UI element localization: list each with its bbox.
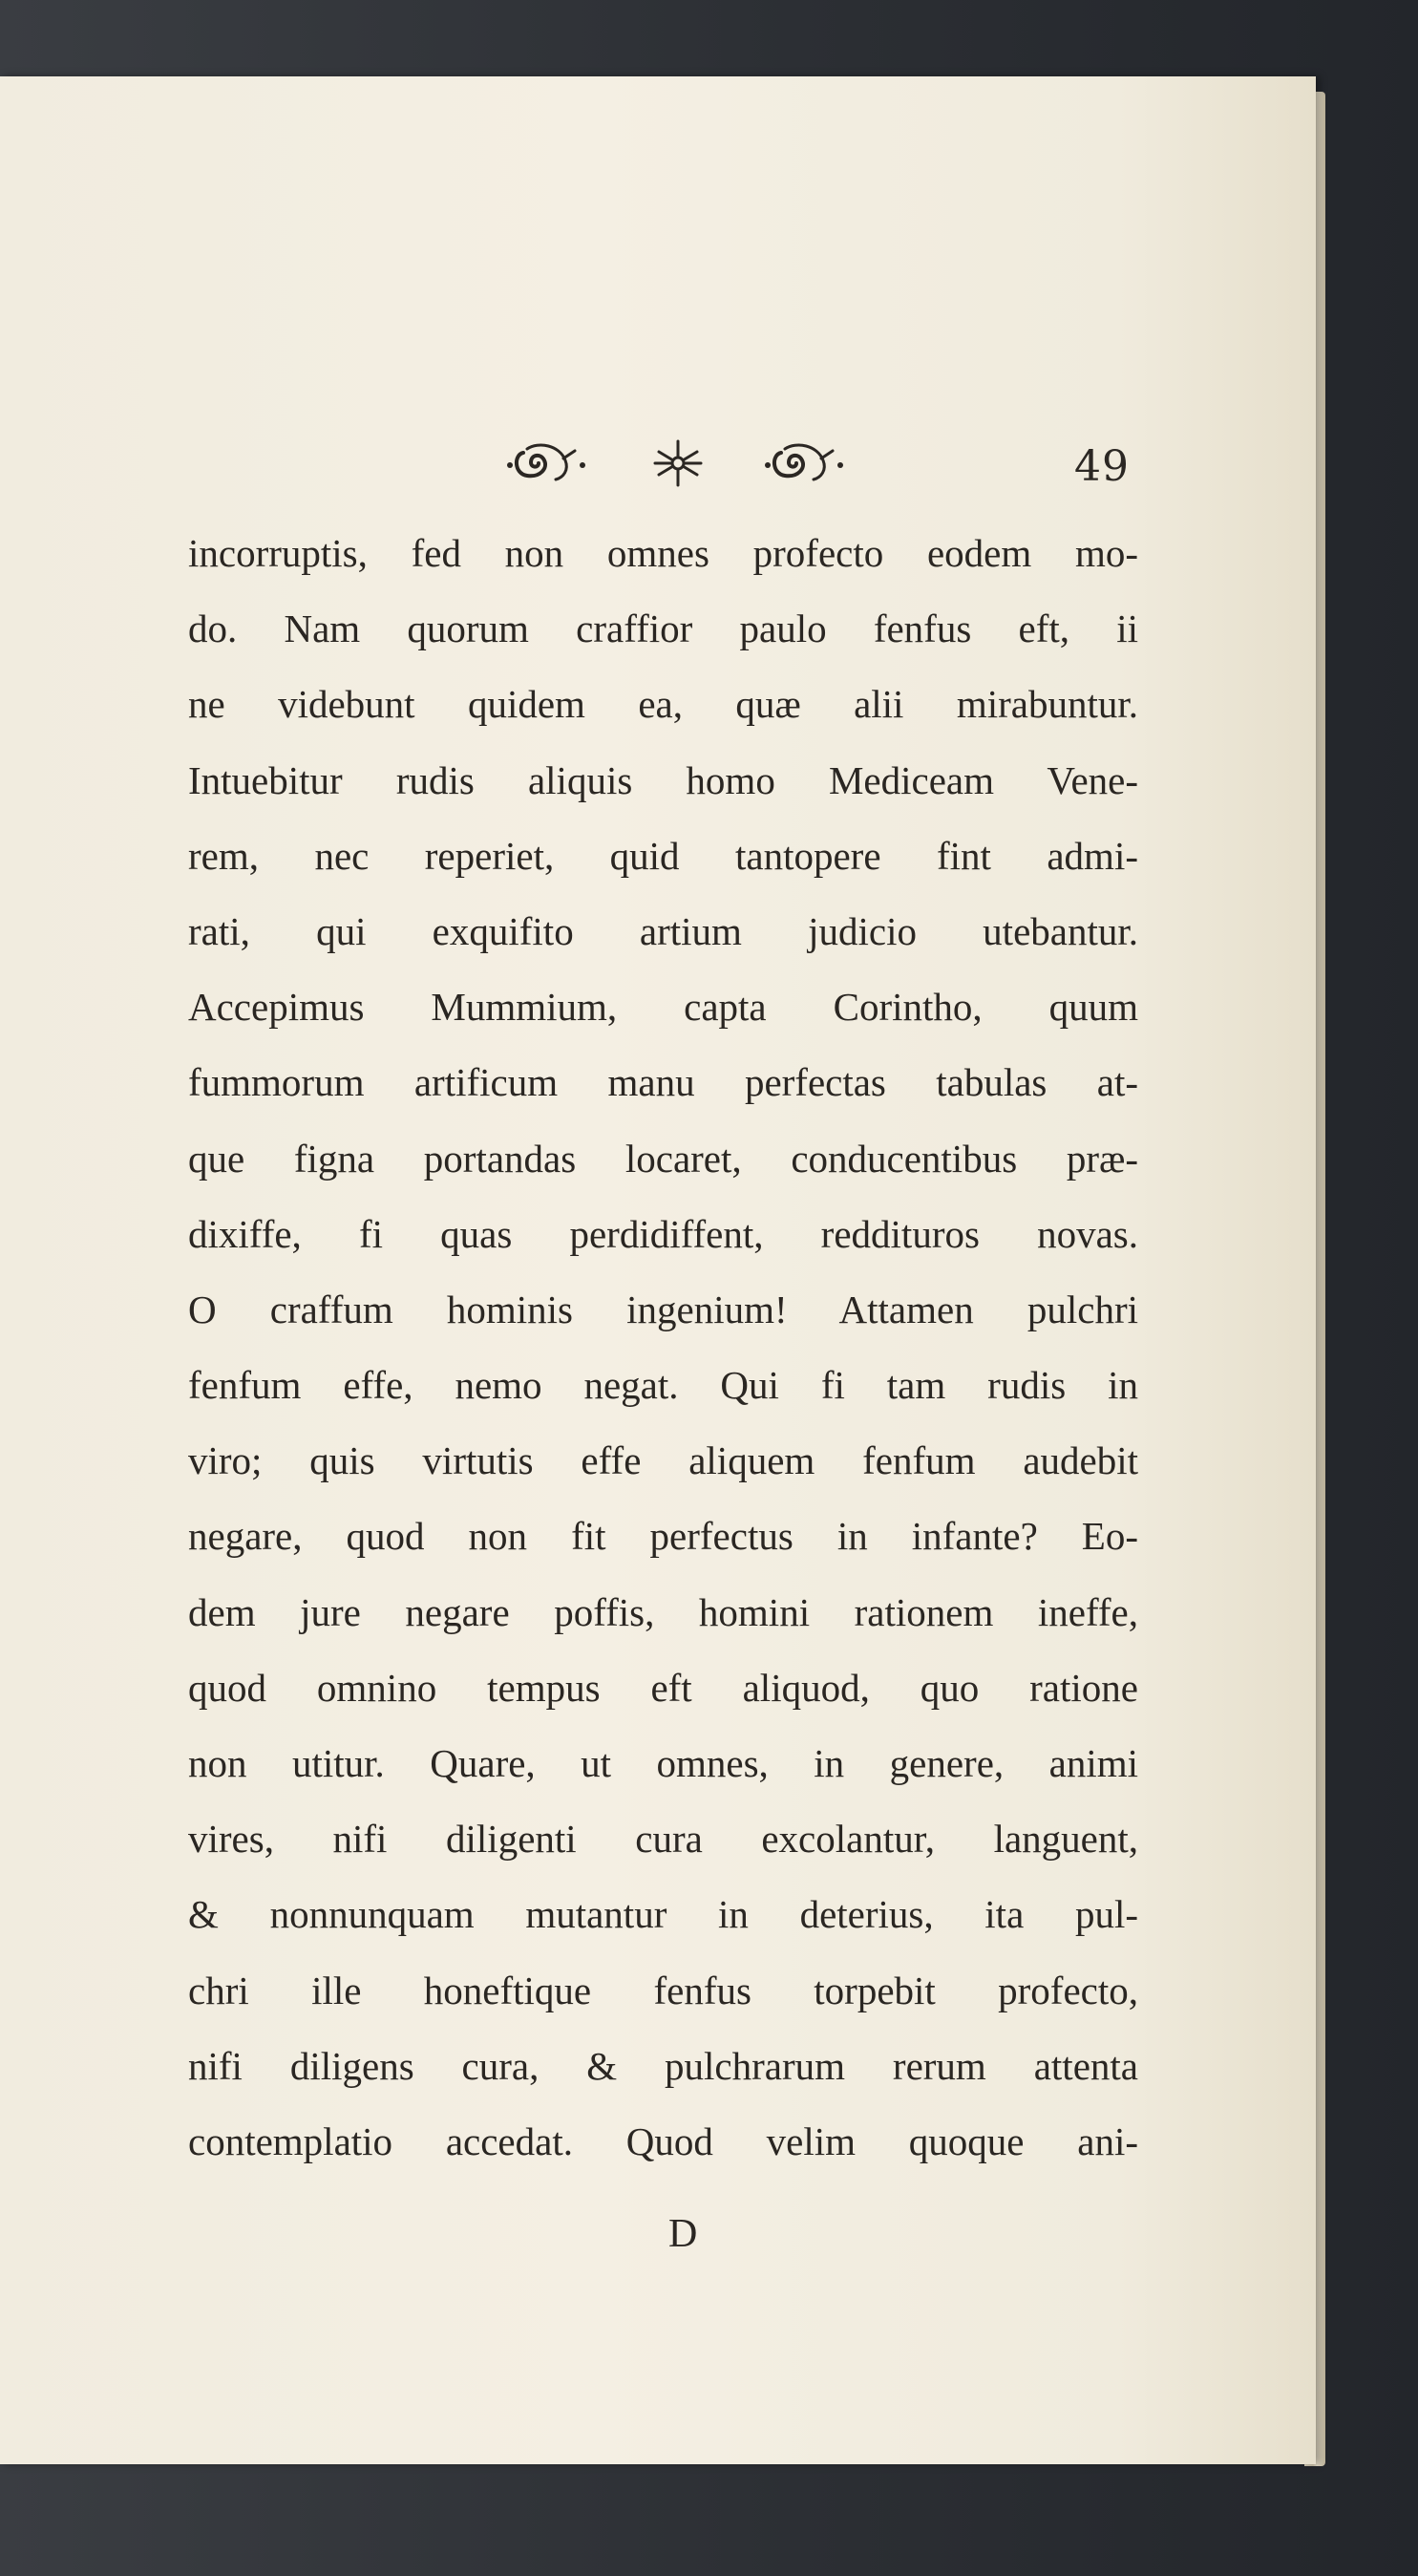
text-line: rem, nec reperiet, quid tantopere fint admi- bbox=[188, 833, 1138, 878]
text-line: contemplatio accedat. Quod velim quoque ani- bbox=[188, 2118, 1138, 2163]
page-header bbox=[0, 415, 1316, 521]
header-ornament bbox=[506, 427, 850, 503]
text-line: incorruptis, fed non omnes profecto eodem mo- bbox=[188, 531, 1138, 575]
star-ornament-icon bbox=[649, 437, 707, 494]
text-line: ne videbunt quidem ea, quæ alii mirabuntur. bbox=[188, 682, 1138, 727]
text-line: dem jure negare poffis, homini rationem ineffe, bbox=[188, 1589, 1138, 1634]
scroll-ornament-left-icon bbox=[506, 439, 592, 492]
text-line: chri ille honeftique fenfus torpebit profecto, bbox=[188, 1968, 1138, 2012]
text-line: quod omnino tempus eft aliquod, quo ratione bbox=[188, 1665, 1138, 1710]
text-line: nifi diligens cura, & pulchrarum rerum attenta bbox=[188, 2043, 1138, 2088]
text-line: fummorum artificum manu perfectas tabulas at- bbox=[188, 1060, 1138, 1105]
text-line: vires, nifi diligenti cura excolantur, languent, bbox=[188, 1817, 1138, 1862]
text-line: rati, qui exquifito artium judicio utebantur. bbox=[188, 908, 1138, 953]
text-line: non utitur. Quare, ut omnes, in genere, animi bbox=[188, 1741, 1138, 1785]
text-line: & nonnunquam mutantur in deterius, ita pul- bbox=[188, 1892, 1138, 1937]
text-line: O craffum hominis ingenium! Attamen pulchri bbox=[188, 1287, 1138, 1331]
body-text bbox=[188, 516, 1138, 2180]
text-line: viro; quis virtutis effe aliquem fenfum audebit bbox=[188, 1438, 1138, 1483]
text-line: do. Nam quorum craffior paulo fenfus eft, ii bbox=[188, 607, 1138, 651]
scroll-ornament-right-icon bbox=[764, 439, 850, 492]
page-number: 49 bbox=[1074, 442, 1130, 491]
text-line: fenfum effe, nemo negat. Qui fi tam rudis in bbox=[188, 1363, 1138, 1408]
text-line: Intuebitur rudis aliquis homo Mediceam Vene- bbox=[188, 757, 1138, 802]
text-line: negare, quod non fit perfectus in infante? Eo- bbox=[188, 1514, 1138, 1559]
text-line: que figna portandas locaret, conducentibus præ- bbox=[188, 1136, 1138, 1181]
signature-mark: D bbox=[668, 2212, 698, 2256]
text-line: Accepimus Mummium, capta Corintho, quum bbox=[188, 985, 1138, 1030]
text-line: dixiffe, fi quas perdidiffent, reddituros novas. bbox=[188, 1211, 1138, 1256]
book-page bbox=[0, 76, 1316, 2464]
